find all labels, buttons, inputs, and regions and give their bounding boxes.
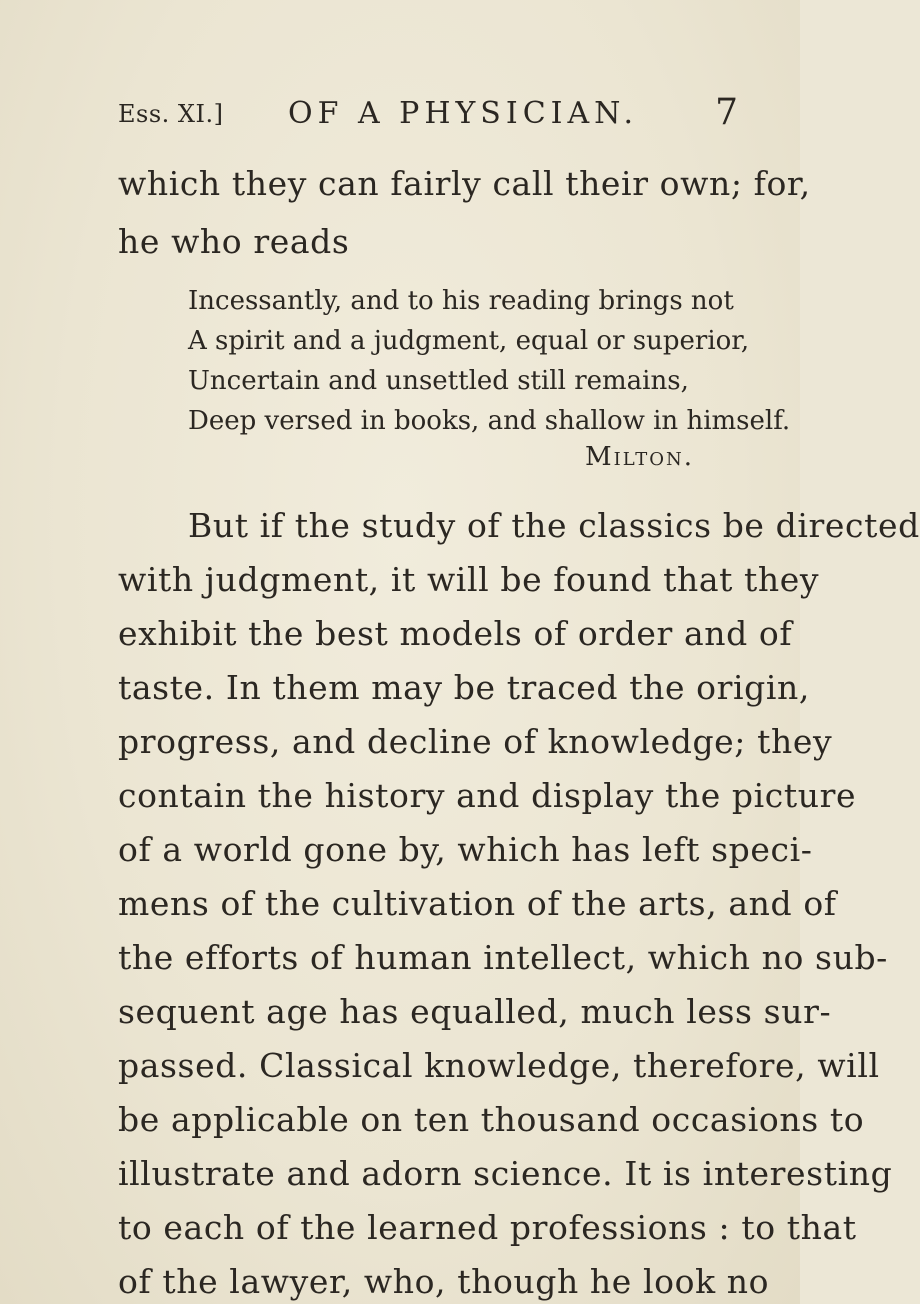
text-line: exhibit the best models of order and of [118, 614, 793, 653]
essay-reference: Ess. XI.] [118, 100, 224, 128]
page-number: 7 [715, 92, 738, 133]
running-header [118, 92, 738, 136]
text-line: of a world gone by, which has left speci- [118, 830, 813, 869]
text-line: to each of the learned professions : to that [118, 1208, 857, 1247]
text-line: But if the study of the classics be directed [188, 506, 920, 545]
text-line: he who reads [118, 222, 350, 261]
text-line: be applicable on ten thousand occasions to [118, 1100, 865, 1139]
verse-line: Incessantly, and to his reading brings not [188, 286, 734, 316]
text-line: of the lawyer, who, though he look no [118, 1262, 770, 1301]
text-line: which they can fairly call their own; for, [118, 164, 811, 203]
text-line: sequent age has equalled, much less sur- [118, 992, 832, 1031]
running-title: OF A PHYSICIAN. [288, 96, 639, 131]
text-line: illustrate and adorn science. It is interesting [118, 1154, 893, 1193]
text-line: progress, and decline of knowledge; they [118, 722, 833, 761]
text-line: passed. Classical knowledge, therefore, will [118, 1046, 880, 1085]
text-line: mens of the cultivation of the arts, and of [118, 884, 837, 923]
verse-line: A spirit and a judgment, equal or superior, [188, 326, 750, 356]
text-line: with judgment, it will be found that they [118, 560, 820, 599]
verse-line: Deep versed in books, and shallow in himself. [188, 406, 791, 436]
text-line: taste. In them may be traced the origin, [118, 668, 810, 707]
text-line: the efforts of human intellect, which no sub- [118, 938, 888, 977]
quote-attribution: Milton. [585, 442, 694, 472]
verse-line: Uncertain and unsettled still remains, [188, 366, 689, 396]
text-line: contain the history and display the picture [118, 776, 857, 815]
